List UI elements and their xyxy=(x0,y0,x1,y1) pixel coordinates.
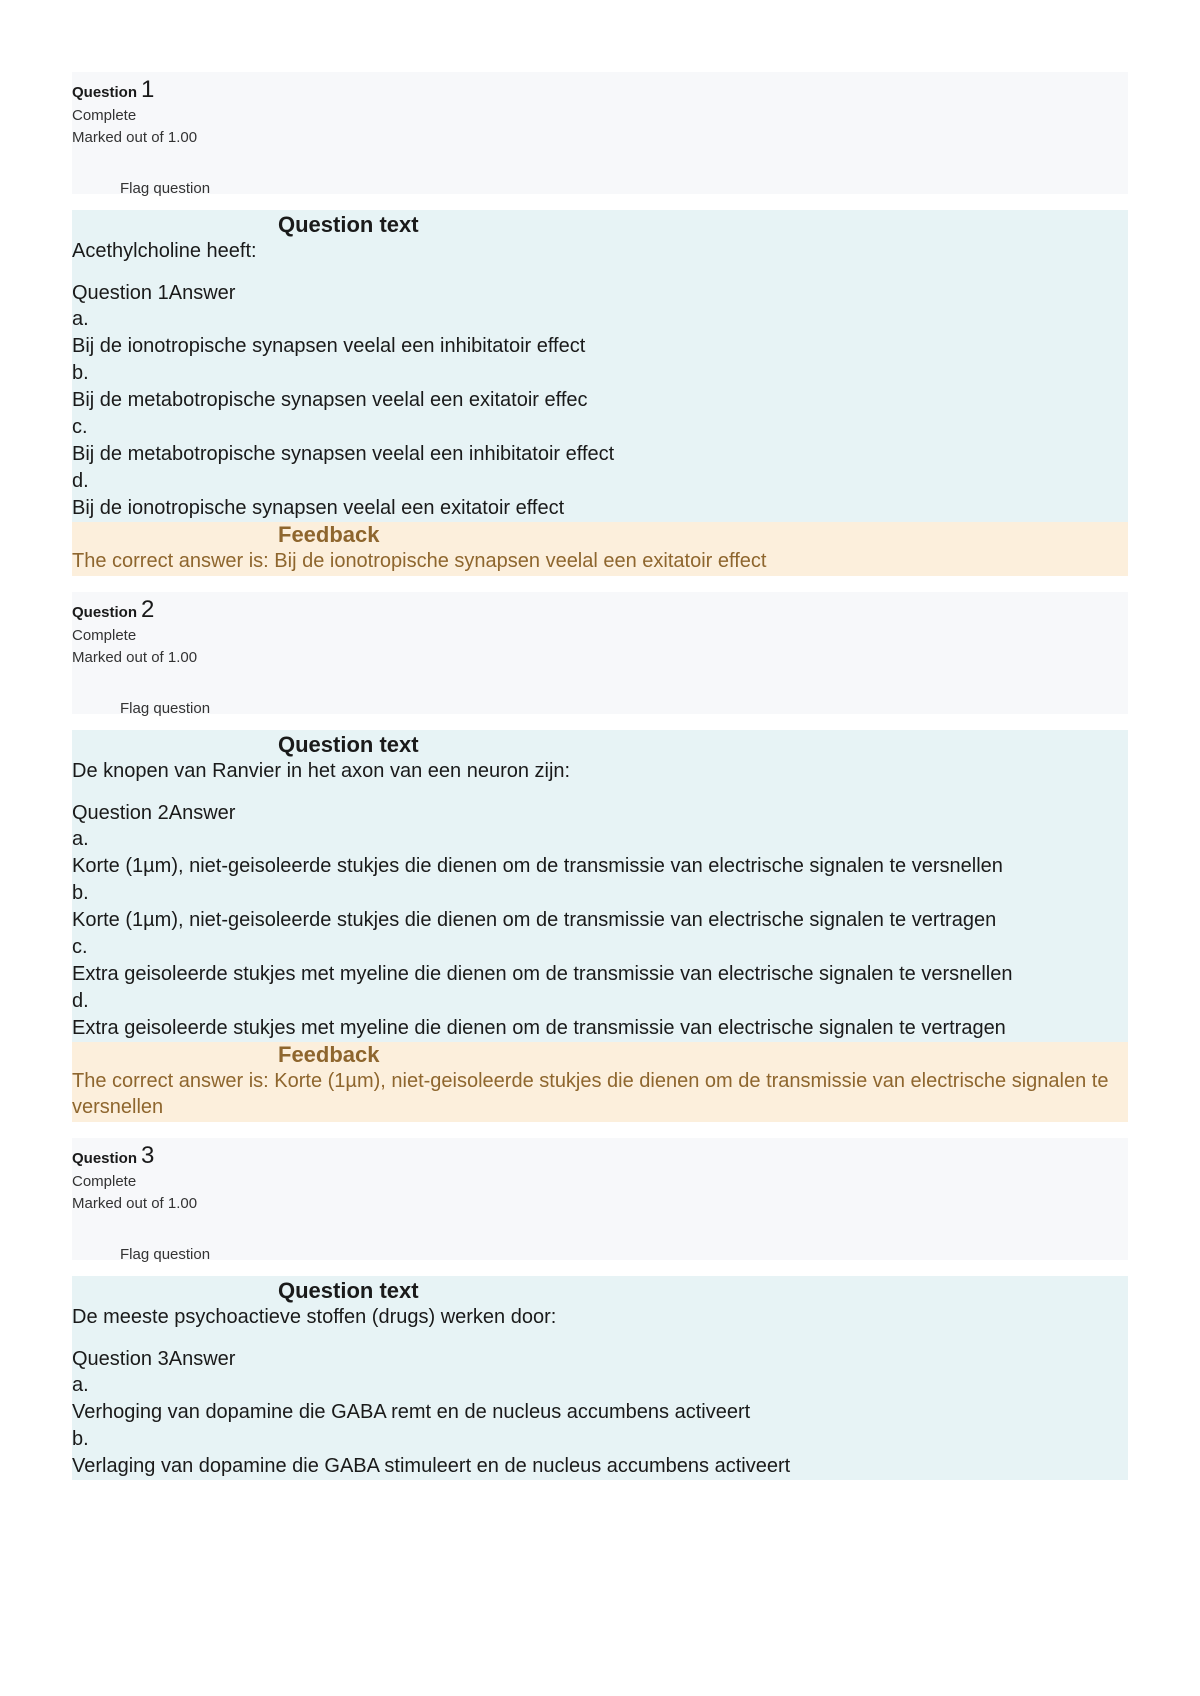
flag-question-link[interactable]: Flag question xyxy=(120,700,211,717)
answer-heading: Question 1Answer xyxy=(72,282,236,304)
question-text-heading: Question text xyxy=(278,1278,419,1303)
question-info xyxy=(72,592,1128,717)
question-content xyxy=(72,210,1128,522)
question-text: De meeste psychoactieve stoffen (drugs) werken door: xyxy=(72,1306,557,1328)
answer-heading: Question 2Answer xyxy=(72,802,236,824)
option-letter: b. xyxy=(72,882,89,904)
option-letter: a. xyxy=(72,828,89,850)
question-number: Question 3 xyxy=(72,1142,155,1169)
question-text-heading: Question text xyxy=(278,732,419,757)
feedback-heading: Feedback xyxy=(278,1042,380,1067)
question-text: Acethylcholine heeft: xyxy=(72,240,257,262)
flag-question-link[interactable]: Flag question xyxy=(120,180,211,197)
question-block xyxy=(72,72,1128,576)
flag-question-link[interactable]: Flag question xyxy=(120,1246,211,1263)
option-letter: c. xyxy=(72,936,88,958)
option-text[interactable]: Verhoging van dopamine die GABA remt en de nucleus accumbens activeert xyxy=(72,1401,751,1423)
question-text-heading: Question text xyxy=(278,212,419,237)
question-text: De knopen van Ranvier in het axon van een neuron zijn: xyxy=(72,760,571,782)
question-state: Complete xyxy=(72,107,137,124)
option-letter: d. xyxy=(72,470,89,492)
option-text[interactable]: Bij de metabotropische synapsen veelal een inhibitatoir effect xyxy=(72,443,615,465)
option-text[interactable]: Bij de metabotropische synapsen veelal een exitatoir effec xyxy=(72,389,588,411)
feedback-box xyxy=(72,522,1128,576)
feedback-heading: Feedback xyxy=(278,522,380,547)
question-info xyxy=(72,1138,1128,1263)
feedback-text: The correct answer is: Korte (1µm), niet-geisoleerde stukjes die dienen om de transmissie van electrische signalen te versnellen xyxy=(72,1070,1109,1118)
option-letter: b. xyxy=(72,362,89,384)
question-mark: Marked out of 1.00 xyxy=(72,649,198,666)
option-text[interactable]: Extra geisoleerde stukjes met myeline die dienen om de transmissie van electrische signalen te vertragen xyxy=(72,1017,1006,1039)
question-mark: Marked out of 1.00 xyxy=(72,129,198,146)
option-text[interactable]: Bij de ionotropische synapsen veelal een inhibitatoir effect xyxy=(72,335,586,357)
option-letter: c. xyxy=(72,416,88,438)
question-block xyxy=(72,592,1128,1122)
answer-heading: Question 3Answer xyxy=(72,1348,236,1370)
question-info xyxy=(72,72,1128,197)
question-state: Complete xyxy=(72,627,137,644)
option-letter: d. xyxy=(72,990,89,1012)
question-number: Question 2 xyxy=(72,596,155,623)
option-letter: b. xyxy=(72,1428,89,1450)
option-letter: a. xyxy=(72,308,89,330)
feedback-box xyxy=(72,1042,1128,1122)
option-text[interactable]: Verlaging van dopamine die GABA stimuleert en de nucleus accumbens activeert xyxy=(72,1455,791,1477)
option-text[interactable]: Korte (1µm), niet-geisoleerde stukjes die dienen om de transmissie van electrische signalen te versnellen xyxy=(72,855,1003,877)
quiz-review-page xyxy=(72,72,1128,1496)
feedback-text: The correct answer is: Bij de ionotropische synapsen veelal een exitatoir effect xyxy=(72,550,767,572)
question-block xyxy=(72,1138,1128,1480)
question-mark: Marked out of 1.00 xyxy=(72,1195,198,1212)
question-content xyxy=(72,1276,1128,1480)
question-content xyxy=(72,730,1128,1042)
option-letter: a. xyxy=(72,1374,89,1396)
option-text[interactable]: Extra geisoleerde stukjes met myeline die dienen om de transmissie van electrische signalen te versnellen xyxy=(72,963,1013,985)
question-state: Complete xyxy=(72,1173,137,1190)
option-text[interactable]: Korte (1µm), niet-geisoleerde stukjes die dienen om de transmissie van electrische signalen te vertragen xyxy=(72,909,997,931)
option-text[interactable]: Bij de ionotropische synapsen veelal een exitatoir effect xyxy=(72,497,565,519)
question-number: Question 1 xyxy=(72,76,155,103)
